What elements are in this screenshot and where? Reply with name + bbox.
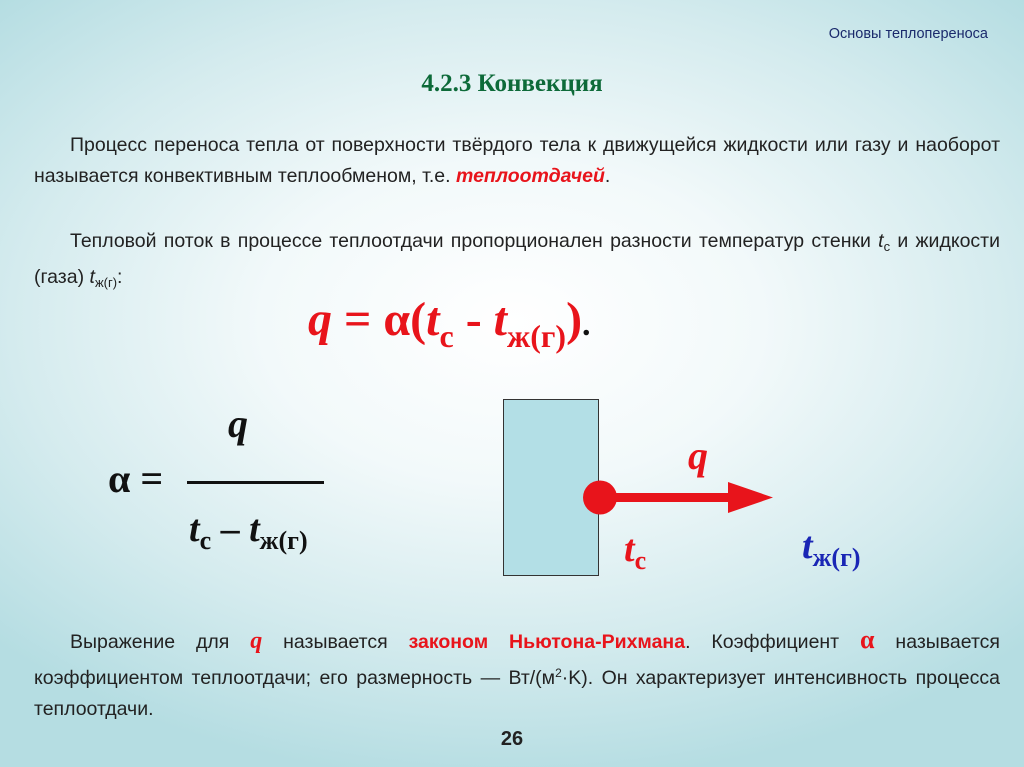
heat-flow-arrow: [578, 470, 778, 526]
formula-sub-wall: с: [439, 318, 454, 354]
formula-sub-fluid: ж(г): [507, 318, 567, 354]
fluid-temperature-label: [802, 524, 861, 572]
term-heat-transfer: теплоотдачей: [455, 165, 605, 187]
fraction-denominator: [189, 507, 308, 555]
inline-alpha: α: [860, 625, 875, 654]
label-sub-wall: с: [634, 546, 647, 575]
formula-t-wall: t: [426, 293, 440, 346]
paragraph-text: Процесс переноса тепла от поверхности твёрдого тела к движущейся жидкости или газу и наоборот называется конвективным теплообменом, т.е.: [34, 134, 1000, 187]
fraction-numerator: q: [228, 401, 248, 446]
label-t: t: [802, 525, 813, 567]
arrow-shaft: [598, 493, 733, 502]
var-t-wall: t: [878, 230, 884, 252]
den-sub-wall: с: [199, 526, 212, 555]
paragraph-heat-flux: [34, 226, 1000, 298]
page-number: 26: [500, 728, 524, 750]
newton-law-formula: [308, 292, 591, 354]
den-t-fluid: t: [249, 508, 260, 550]
sub-fluid: ж(г): [94, 275, 118, 290]
superscript-2: 2: [555, 666, 562, 680]
surface-point: [583, 481, 617, 515]
paragraph-end: :: [117, 266, 123, 288]
paragraph-text: называется коэффициентом теплоотдачи; его размерность — Вт/(м: [34, 631, 1000, 689]
den-t-wall: t: [189, 508, 200, 550]
paragraph-text: называется: [262, 631, 409, 653]
formula-q: q: [308, 293, 332, 346]
heat-flux-label: q: [688, 433, 708, 478]
var-t-fluid: t: [89, 266, 95, 288]
paragraph-text: . Коэффициент: [685, 631, 861, 653]
law-name: законом Ньютона-Рихмана: [408, 631, 686, 653]
sub-wall: с: [883, 239, 891, 254]
paragraph-text: Тепловой поток в процессе теплоотдачи пропорционален разности температур стенки: [70, 230, 879, 252]
paragraph-convection-definition: [34, 130, 1000, 192]
label-t: t: [624, 528, 635, 570]
formula-eq: =: [332, 293, 384, 346]
paragraph-mid: и жидкости (газа): [34, 230, 1000, 288]
formula-t-fluid: t: [493, 293, 508, 346]
paragraph-newton-richmann: [34, 624, 1000, 725]
paragraph-end: .: [604, 165, 611, 187]
header-subject: Основы теплопереноса: [828, 26, 988, 42]
den-minus: –: [211, 508, 250, 550]
inline-q: q: [250, 628, 263, 654]
paragraph-text: Выражение для: [70, 631, 251, 653]
formula-minus: -: [453, 293, 494, 346]
label-sub-fluid: ж(г): [812, 543, 861, 572]
formula-dot: .: [582, 306, 591, 343]
alpha-lhs: α =: [108, 456, 164, 501]
formula-alpha: α: [383, 293, 411, 346]
formula-close-paren: ): [566, 293, 583, 346]
formula-open-paren: (: [410, 293, 427, 346]
fraction-bar: [187, 481, 324, 484]
arrow-head: [728, 482, 773, 513]
wall-temperature-label: [624, 527, 647, 575]
paragraph-text: ·K). Он характеризует интенсивность процесса теплоотдачи.: [34, 667, 1000, 720]
den-sub-fluid: ж(г): [259, 526, 308, 555]
slide-title: 4.2.3 Конвекция: [421, 70, 603, 97]
